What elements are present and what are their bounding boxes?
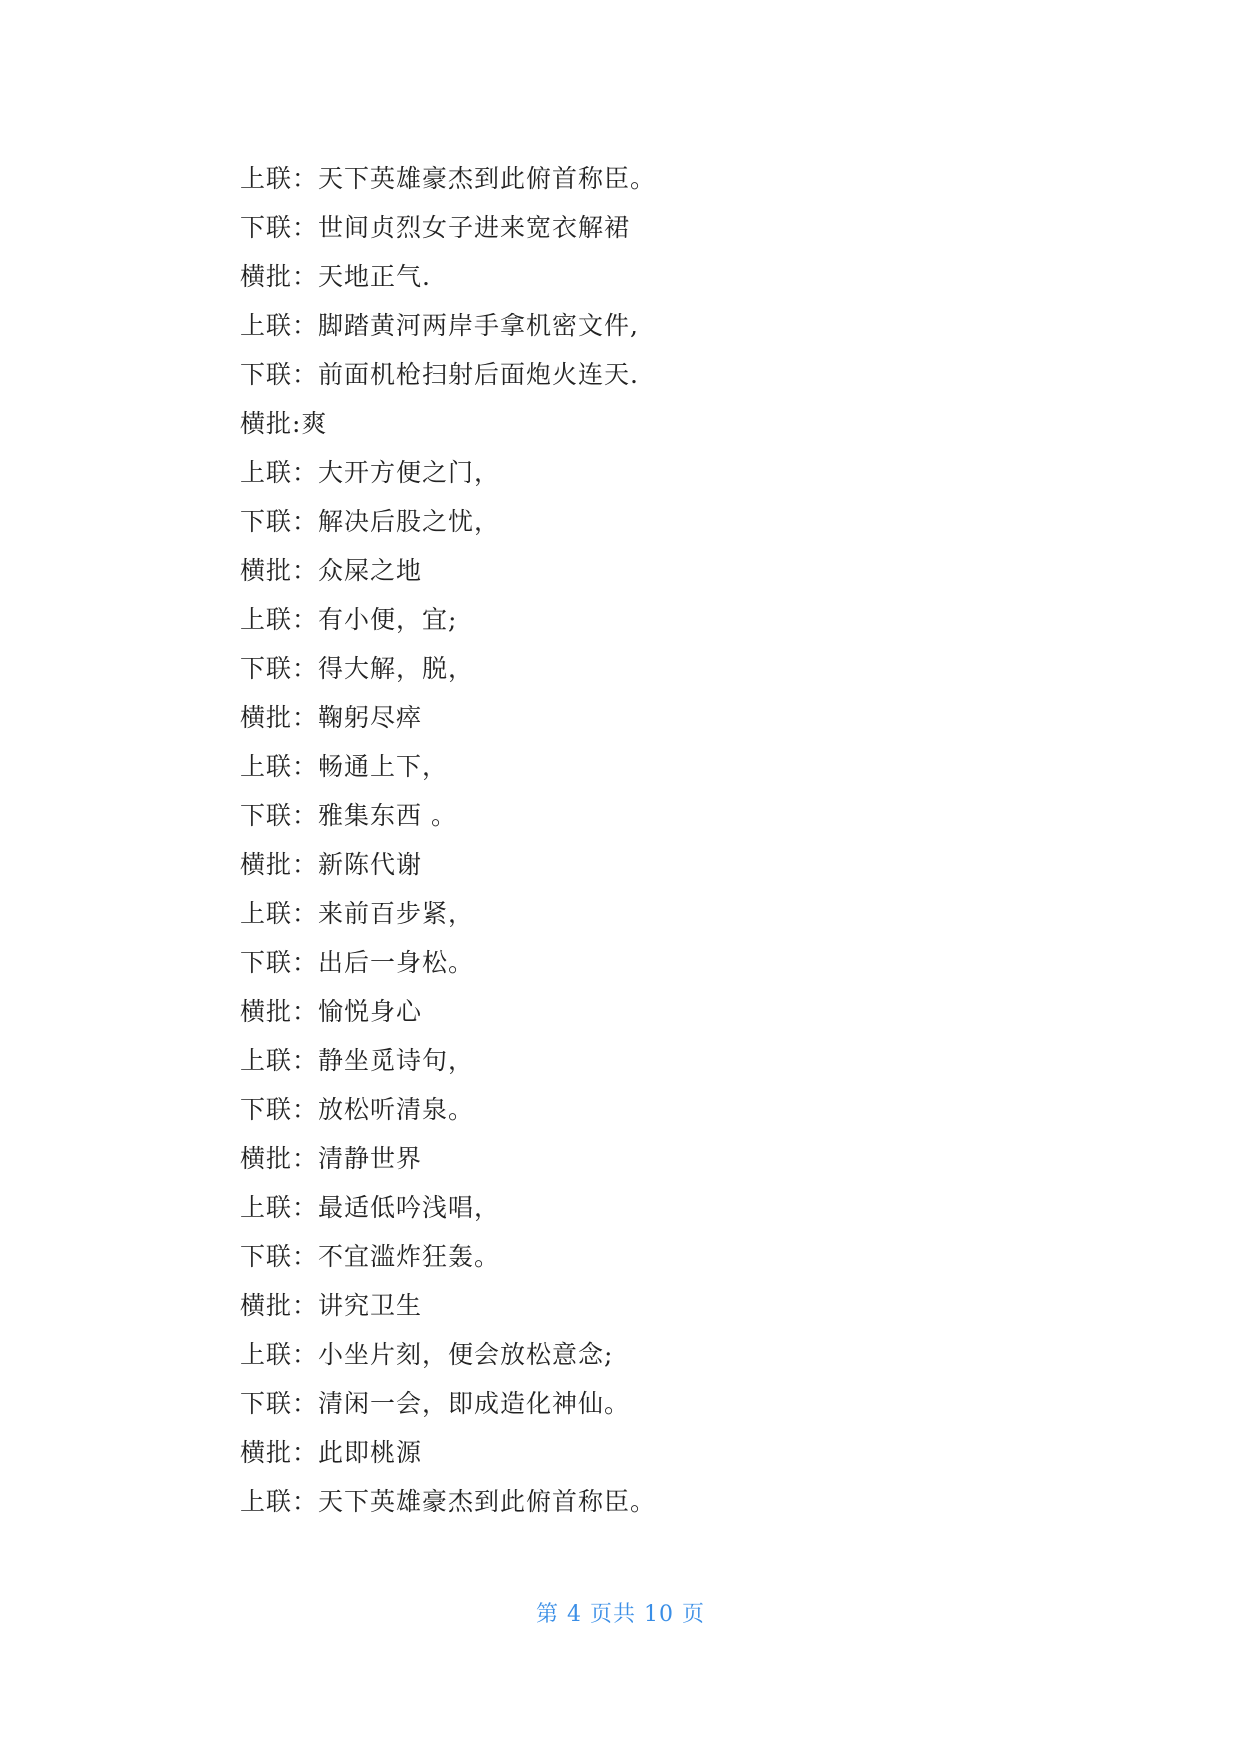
text-line: 下联：雅集东西 。 bbox=[240, 801, 457, 830]
text-line: 下联：不宜滥炸狂轰。 bbox=[240, 1242, 501, 1271]
text-line: 上联：脚踏黄河两岸手拿机密文件, bbox=[240, 311, 639, 340]
text-line: 横批：天地正气. bbox=[240, 262, 431, 291]
text-line: 横批:爽 bbox=[240, 409, 328, 438]
text-line: 上联：小坐片刻，便会放松意念; bbox=[240, 1340, 614, 1369]
text-line: 下联：世间贞烈女子进来宽衣解裙 bbox=[240, 213, 631, 242]
text-line: 上联：有小便，宜; bbox=[240, 605, 458, 634]
text-line: 横批：众屎之地 bbox=[240, 556, 423, 585]
text-line: 横批：新陈代谢 bbox=[240, 850, 423, 879]
text-line: 横批：愉悦身心 bbox=[240, 997, 423, 1026]
text-line: 下联：前面机枪扫射后面炮火连天. bbox=[240, 360, 639, 389]
text-line: 横批：鞠躬尽瘁 bbox=[240, 703, 423, 732]
text-line: 下联：得大解，脱， bbox=[240, 654, 475, 683]
page-number-footer: 第 4 页共 10 页 bbox=[536, 1602, 705, 1627]
text-line: 下联：解决后股之忧， bbox=[240, 507, 501, 536]
text-line: 上联：最适低吟浅唱， bbox=[240, 1193, 501, 1222]
text-line: 上联：大开方便之门， bbox=[240, 458, 501, 487]
text-line: 横批：此即桃源 bbox=[240, 1438, 423, 1467]
text-line: 上联：天下英雄豪杰到此俯首称臣。 bbox=[240, 164, 657, 193]
text-line: 下联：放松听清泉。 bbox=[240, 1095, 475, 1124]
text-line: 上联：天下英雄豪杰到此俯首称臣。 bbox=[240, 1487, 657, 1516]
text-line: 横批：讲究卫生 bbox=[240, 1291, 423, 1320]
text-line: 上联：来前百步紧， bbox=[240, 899, 475, 928]
couplet-text-block bbox=[240, 154, 1060, 1526]
text-line: 上联：畅通上下， bbox=[240, 752, 449, 781]
text-line: 横批：清静世界 bbox=[240, 1144, 423, 1173]
text-line: 上联：静坐觅诗句， bbox=[240, 1046, 475, 1075]
text-line: 下联：出后一身松。 bbox=[240, 948, 475, 977]
text-line: 下联：清闲一会，即成造化神仙。 bbox=[240, 1389, 631, 1418]
